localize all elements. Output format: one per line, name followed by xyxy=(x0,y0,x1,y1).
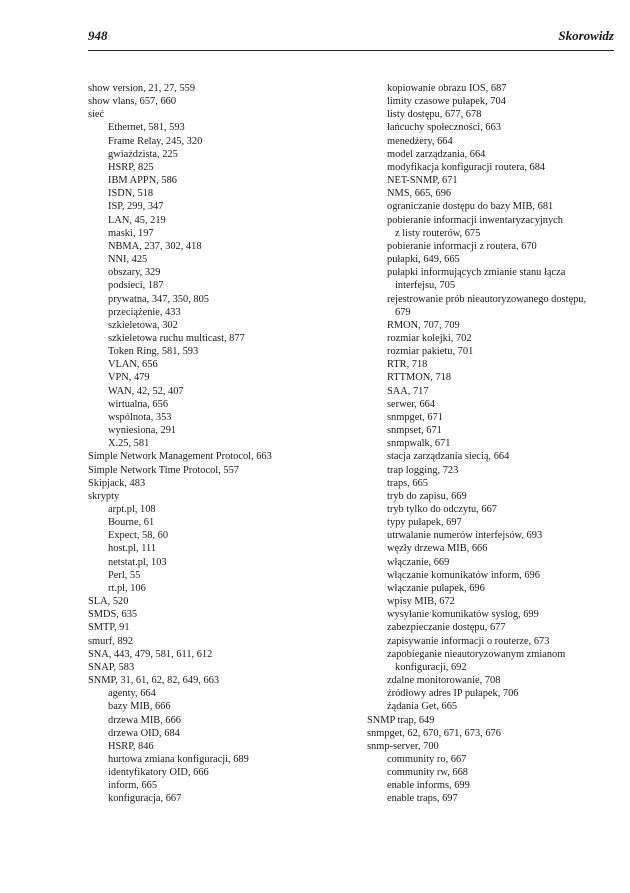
index-entry: snmpget, 62, 670, 671, 673, 676 xyxy=(367,727,501,739)
index-entry: SMTP, 91 xyxy=(88,622,130,634)
index-entry: identyfikatory OID, 666 xyxy=(108,767,209,779)
index-entry: źródłowy adres IP pułapek, 706 xyxy=(387,688,519,700)
index-entry: Simple Network Management Protocol, 663 xyxy=(88,451,272,463)
index-entry: bazy MIB, 666 xyxy=(108,701,171,713)
running-head: Skorowidz xyxy=(558,28,614,43)
index-entry: Perl, 55 xyxy=(108,569,141,581)
index-entry: rozmiar pakietu, 701 xyxy=(387,346,474,358)
index-entry: utrwalanie numerów interfejsów, 693 xyxy=(387,530,543,542)
index-entry: przeciążenie, 433 xyxy=(108,306,181,318)
index-entry: snmpget, 671 xyxy=(387,411,443,423)
index-entry: wysyłanie komunikatów syslog, 699 xyxy=(387,609,539,621)
index-entry: traps, 665 xyxy=(387,477,428,489)
index-entry: Simple Network Time Protocol, 557 xyxy=(88,464,239,476)
index-entry: szkieletowa ruchu multicast, 877 xyxy=(108,332,245,344)
index-entry: agenty, 664 xyxy=(108,688,156,700)
index-entry: typy pułapek, 697 xyxy=(387,517,462,529)
index-entry: NBMA, 237, 302, 418 xyxy=(108,240,202,252)
index-entry: SAA, 717 xyxy=(387,385,429,397)
index-entry: zapobieganie nieautoryzowanym zmianom xyxy=(387,648,566,660)
index-entry: snmpwalk, 671 xyxy=(387,438,451,450)
index-entry: konfiguracja, 667 xyxy=(108,793,182,805)
index-entry: NET-SNMP, 671 xyxy=(387,175,458,187)
index-entry: model zarządzania, 664 xyxy=(387,148,486,160)
index-entry: Token Ring, 581, 593 xyxy=(108,346,199,358)
index-entry: HSRP, 846 xyxy=(108,740,154,752)
page-number: 948 xyxy=(88,28,108,43)
index-entry: węzły drzewa MIB, 666 xyxy=(387,543,488,555)
index-entry: pobieranie informacji z routera, 670 xyxy=(387,240,537,252)
index-entry: szkieletowa, 302 xyxy=(108,319,178,331)
index-entry: pobieranie informacji inwentaryzacyjnych xyxy=(387,214,563,226)
index-entry: Ethernet, 581, 593 xyxy=(108,122,185,134)
index-entry: interfejsu, 705 xyxy=(395,280,456,292)
index-entry: host.pl, 111 xyxy=(108,543,157,555)
index-entry: show version, 21, 27, 559 xyxy=(88,83,196,94)
index-entry: SMDS, 635 xyxy=(88,609,138,621)
index-entry: ISP, 299, 347 xyxy=(108,201,164,213)
index-entry: prywatna, 347, 350, 805 xyxy=(108,293,210,305)
index-entry: rejestrowanie prób nieautoryzowanego dostępu, xyxy=(387,293,587,305)
index-entry: arpt.pl, 108 xyxy=(108,504,156,515)
index-entry: X.25, 581 xyxy=(108,438,150,450)
index-entry: konfiguracji, 692 xyxy=(395,661,467,673)
index-entry: limity czasowe pułapek, 704 xyxy=(387,96,506,108)
index-entry: ISDN, 518 xyxy=(108,188,154,200)
index-entry: Expect, 58, 60 xyxy=(108,530,169,542)
index-entry: hurtowa zmiana konfiguracji, 689 xyxy=(108,753,249,765)
index-entry: SLA, 520 xyxy=(88,596,129,608)
index-entry: inform, 665 xyxy=(108,780,158,792)
index-entry: VPN, 479 xyxy=(108,372,150,384)
index-entry: drzewa OID, 684 xyxy=(108,727,180,739)
page-header xyxy=(88,28,614,51)
index-entry: włączanie pułapek, 696 xyxy=(387,582,485,594)
index-entry: sieć xyxy=(88,109,105,121)
index-entry: z listy routerów, 675 xyxy=(395,227,481,239)
index-entry: show vlans, 657, 660 xyxy=(88,96,177,108)
index-entry: RTR, 718 xyxy=(387,359,428,371)
index-entry: kopiowanie obrazu IOS, 687 xyxy=(387,83,507,94)
index-entry: pułapki, 649, 665 xyxy=(387,254,460,266)
index-entry: LAN, 45, 219 xyxy=(108,214,166,226)
index-entry: snmpset, 671 xyxy=(387,425,442,437)
index-entry: ograniczanie dostępu do bazy MIB, 681 xyxy=(387,201,554,213)
index-entry: RTTMON, 718 xyxy=(387,372,452,384)
index-entry: smurf, 892 xyxy=(88,635,134,647)
index-entry: włączanie komunikatów inform, 696 xyxy=(387,569,540,581)
index-entry: zdalne monitorowanie, 708 xyxy=(387,675,501,687)
index-entry: wpisy MIB, 672 xyxy=(387,596,455,608)
index-entry: Bourne, 61 xyxy=(108,517,155,529)
index-entry: NMS, 665, 696 xyxy=(387,188,452,200)
index-entry: WAN, 42, 52, 407 xyxy=(108,385,184,397)
index-entry: wspólnota, 353 xyxy=(108,411,172,423)
index-entry: HSRP, 825 xyxy=(108,161,154,173)
index-entry: snmp-server, 700 xyxy=(367,740,439,752)
index-entry: netstat.pl, 103 xyxy=(108,556,167,568)
index-entry: tryb do zapisu, 669 xyxy=(387,490,467,502)
index-entry: łańcuchy społeczności, 663 xyxy=(387,122,501,134)
index-entry: SNMP trap, 649 xyxy=(367,714,435,726)
index-entry: obszary, 329 xyxy=(108,267,161,279)
index-entry: zapisywanie informacji o routerze, 673 xyxy=(387,635,550,647)
index-entry: VLAN, 656 xyxy=(108,359,158,371)
index-entry: IBM APPN, 586 xyxy=(108,175,177,187)
index-entry: Frame Relay, 245, 320 xyxy=(108,135,203,147)
index-entry: 679 xyxy=(395,306,411,318)
index-entry: gwiaździsta, 225 xyxy=(108,148,178,160)
index-entry: drzewa MIB, 666 xyxy=(108,714,182,726)
index-entry: enable informs, 699 xyxy=(387,780,470,792)
index-entry: NNI, 425 xyxy=(108,254,148,266)
index-entry: community rw, 668 xyxy=(387,767,468,779)
index-entry: pułapki informujących zmianie stanu łącza xyxy=(387,267,566,279)
index-entry: wirtualna, 656 xyxy=(108,398,169,410)
index-entry: enable traps, 697 xyxy=(387,793,458,805)
index-column-right xyxy=(367,82,617,806)
index-entry: skrypty xyxy=(88,490,120,502)
index-entry: rozmiar kolejki, 702 xyxy=(387,332,472,344)
index-entry: RMON, 707, 709 xyxy=(387,319,460,331)
index-entry: SNAP, 583 xyxy=(88,661,135,673)
index-column-left xyxy=(88,82,338,806)
index-entry: serwer, 664 xyxy=(387,398,436,410)
index-entry: wyniesiona, 291 xyxy=(108,425,177,437)
index-entry: włączanie, 669 xyxy=(387,556,450,568)
index-entry: podsieci, 187 xyxy=(108,280,164,292)
index-entry: stacja zarządzania siecią, 664 xyxy=(387,451,510,463)
index-entry: Skipjack, 483 xyxy=(88,477,146,489)
index-entry: tryb tylko do odczytu, 667 xyxy=(387,504,497,515)
index-entry: maski, 197 xyxy=(108,227,154,239)
index-entry: trap logging, 723 xyxy=(387,464,459,476)
index-entry: menedżery, 664 xyxy=(387,135,453,147)
index-entry: modyfikacja konfiguracji routera, 684 xyxy=(387,161,546,173)
index-entry: listy dostępu, 677, 678 xyxy=(387,109,482,121)
index-entry: zabezpieczanie dostępu, 677 xyxy=(387,622,506,634)
index-entry: żądania Get, 665 xyxy=(387,701,458,713)
index-entry: SNA, 443, 479, 581, 611, 612 xyxy=(88,648,213,660)
index-entry: rt.pl, 106 xyxy=(108,582,146,594)
index-entry: SNMP, 31, 61, 62, 82, 649, 663 xyxy=(88,675,220,687)
index-entry: community ro, 667 xyxy=(387,753,467,765)
